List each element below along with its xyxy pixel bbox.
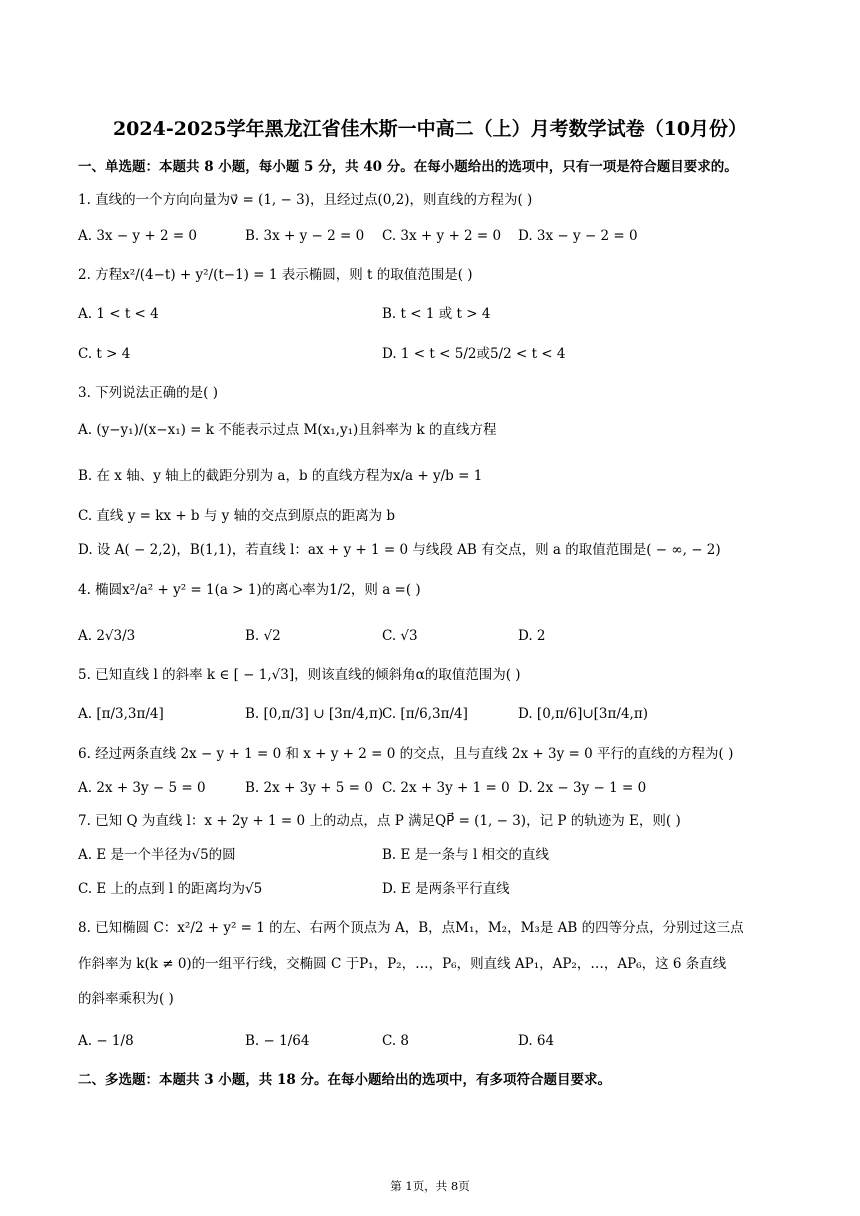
question-4-option-a: A. 2√3/3 (78, 628, 136, 644)
question-3-option-d: D. 设 A( − 2,2)，B(1,1)，若直线 l：ax + y + 1 = 0 与线段 AB 有交点，则 a 的取值范围是( − ∞, − 2) (78, 542, 721, 558)
question-2-option-b: B. t < 1 或 t > 4 (382, 306, 491, 322)
question-4-stem: 4. 椭圆x²/a² + y² = 1(a > 1)的离心率为1/2，则 a =( ) (78, 582, 421, 598)
question-3-option-a: A. (y−y₁)/(x−x₁) = k 不能表示过点 M(x₁,y₁)且斜率为 k 的直线方程 (78, 422, 497, 438)
page-footer: 第 1页，共 8页 (390, 1179, 470, 1193)
question-1-option-b: B. 3x + y − 2 = 0 (245, 228, 365, 244)
question-7-option-c: C. E 上的点到 l 的距离均为√5 (78, 881, 263, 897)
question-1-stem: 1. 直线的一个方向向量为v⃗ = (1, − 3)，且经过点(0,2)，则直线的方程为( ) (78, 192, 533, 208)
section-heading-multiple-choice: 二、多选题：本题共 3 小题，共 18 分。在每小题给出的选项中，有多项符合题目要求。 (78, 1072, 611, 1088)
question-3-option-c: C. 直线 y = kx + b 与 y 轴的交点到原点的距离为 b (78, 508, 396, 524)
question-8-option-b: B. − 1/64 (245, 1033, 310, 1049)
question-8-stem-line-1: 8. 已知椭圆 C：x²/2 + y² = 1 的左、右两个顶点为 A，B，点M₁，M₂，M₃是 AB 的四等分点，分别过这三点 (78, 920, 744, 936)
question-3-stem: 3. 下列说法正确的是( ) (78, 385, 218, 401)
question-5-option-c: C. [π/6,3π/4] (382, 706, 468, 722)
question-8-stem-line-3: 的斜率乘积为( ) (78, 991, 174, 1007)
question-4-option-d: D. 2 (518, 628, 546, 644)
question-8-option-c: C. 8 (382, 1033, 410, 1049)
question-2-option-a: A. 1 < t < 4 (78, 306, 159, 322)
question-7-option-a: A. E 是一个半径为√5的圆 (78, 847, 236, 863)
question-5-option-d: D. [0,π/6]∪[3π/4,π) (518, 706, 648, 722)
question-2-option-c: C. t > 4 (78, 346, 131, 362)
question-5-option-a: A. [π/3,3π/4] (78, 706, 164, 722)
page-title: 2024-2025学年黑龙江省佳木斯一中高二（上）月考数学试卷（10月份） (112, 118, 748, 140)
question-1-option-a: A. 3x − y + 2 = 0 (78, 228, 198, 244)
question-7-option-d: D. E 是两条平行直线 (382, 881, 510, 897)
question-3-option-b: B. 在 x 轴、y 轴上的截距分别为 a，b 的直线方程为x/a + y/b = 1 (78, 468, 483, 484)
question-1-option-d: D. 3x − y − 2 = 0 (518, 228, 638, 244)
question-5-stem: 5. 已知直线 l 的斜率 k ∈ [ − 1,√3]，则该直线的倾斜角α的取值范围为( ) (78, 667, 521, 683)
question-2-stem: 2. 方程x²/(4−t) + y²/(t−1) = 1 表示椭圆，则 t 的取值范围是( ) (78, 267, 473, 283)
question-5-option-b: B. [0,π/3] ∪ [3π/4,π) (245, 706, 384, 722)
section-heading-single-choice: 一、单选题：本题共 8 小题，每小题 5 分，共 40 分。在每小题给出的选项中，只有一项是符合题目要求的。 (78, 159, 738, 175)
question-8-stem-line-2: 作斜率为 k(k ≠ 0)的一组平行线，交椭圆 C 于P₁，P₂，…，P₆，则直线 AP₁，AP₂，…，AP₆，这 6 条直线 (78, 956, 727, 972)
question-7-option-b: B. E 是一条与 l 相交的直线 (382, 847, 550, 863)
question-2-option-d: D. 1 < t < 5/2或5/2 < t < 4 (382, 346, 566, 362)
question-4-option-b: B. √2 (245, 628, 281, 644)
question-6-option-b: B. 2x + 3y + 5 = 0 (245, 780, 373, 796)
question-1-option-c: C. 3x + y + 2 = 0 (382, 228, 502, 244)
question-8-option-a: A. − 1/8 (78, 1033, 134, 1049)
question-4-option-c: C. √3 (382, 628, 418, 644)
question-6-stem: 6. 经过两条直线 2x − y + 1 = 0 和 x + y + 2 = 0 的交点，且与直线 2x + 3y = 0 平行的直线的方程为( ) (78, 746, 734, 762)
question-6-option-c: C. 2x + 3y + 1 = 0 (382, 780, 510, 796)
question-6-option-a: A. 2x + 3y − 5 = 0 (78, 780, 206, 796)
question-8-option-d: D. 64 (518, 1033, 555, 1049)
question-7-stem: 7. 已知 Q 为直线 l：x + 2y + 1 = 0 上的动点，点 P 满足QP⃗ = (1, − 3)，记 P 的轨迹为 E，则( ) (78, 813, 681, 829)
question-6-option-d: D. 2x − 3y − 1 = 0 (518, 780, 647, 796)
